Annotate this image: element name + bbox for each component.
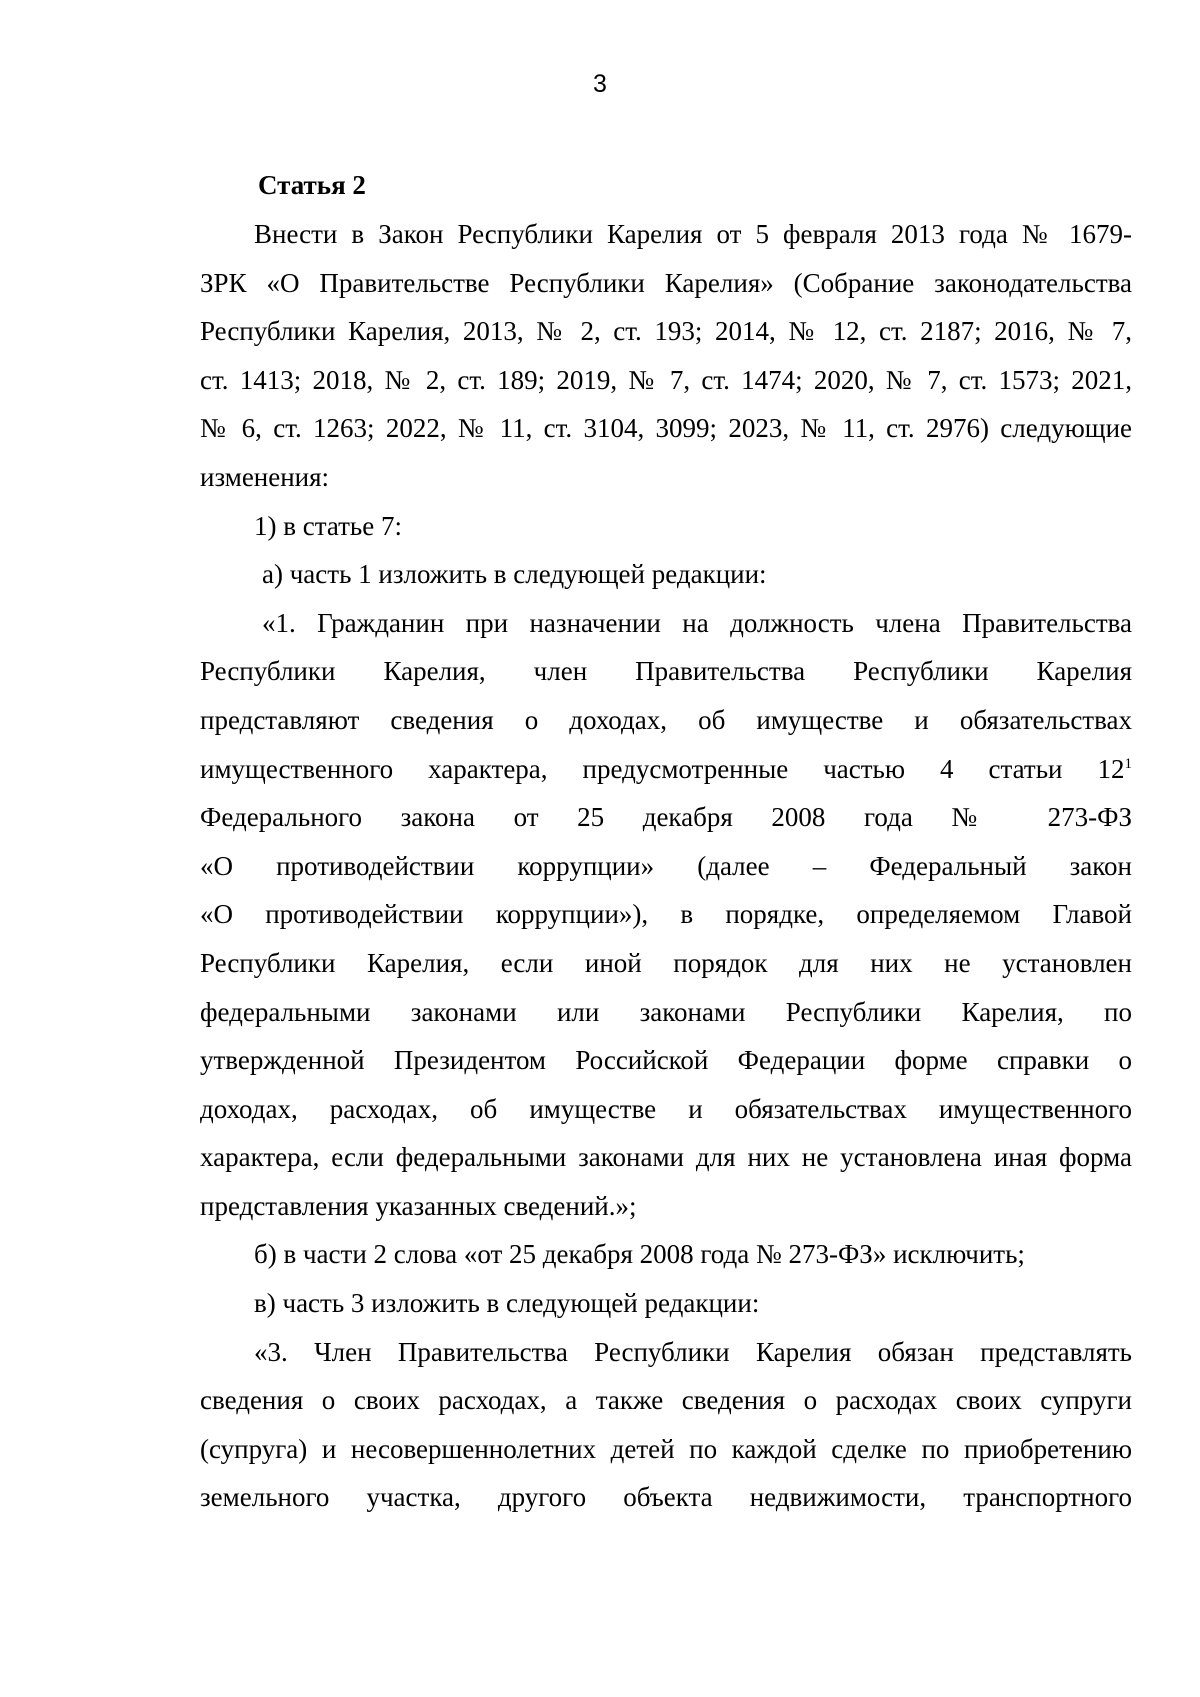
superscript: 1 bbox=[1124, 755, 1132, 772]
article-title: Статья 2 bbox=[258, 170, 366, 200]
page-number: 3 bbox=[593, 70, 607, 98]
quote-line: утвержденной Президентом Российской Федерации форме справки о bbox=[200, 1045, 1132, 1076]
quote-line: «3. Член Правительства Республики Карелия обязан представлять bbox=[254, 1336, 1132, 1367]
quote-line: федеральными законами или законами Республики Карелия, по bbox=[200, 996, 1132, 1027]
list-item: а) часть 1 изложить в следующей редакции: bbox=[262, 559, 767, 590]
paragraph-line: Внести в Закон Республики Карелия от 5 февраля 2013 года № 1679- bbox=[254, 219, 1132, 249]
quote-line: земельного участка, другого объекта недвижимости, транспортного bbox=[200, 1482, 1132, 1513]
paragraph-line: № 6, ст. 1263; 2022, № 11, ст. 3104, 3099; 2023, № 11, ст. 2976) следующие bbox=[200, 413, 1132, 444]
list-item: б) в части 2 слова «от 25 декабря 2008 года № 273-ФЗ» исключить; bbox=[254, 1239, 1025, 1270]
quote-line: (супруга) и несовершеннолетних детей по каждой сделке по приобретению bbox=[200, 1433, 1132, 1464]
quote-line bbox=[200, 745, 1132, 794]
quote-line: Республики Карелия, член Правительства Республики Карелия bbox=[200, 656, 1132, 687]
quote-line: «1. Гражданин при назначении на должность члена Правительства bbox=[262, 607, 1132, 638]
quote-line: доходах, расходах, об имуществе и обязательствах имущественного bbox=[200, 1093, 1132, 1124]
quote-line: представляют сведения о доходах, об имуществе и обязательствах bbox=[200, 704, 1132, 735]
paragraph-line: Республики Карелия, 2013, № 2, ст. 193; 2014, № 12, ст. 2187; 2016, № 7, bbox=[200, 316, 1132, 347]
quote-line: характера, если федеральными законами для них не установлена иная форма bbox=[200, 1142, 1132, 1173]
quote-line: «О противодействии коррупции»), в порядке, определяемом Главой bbox=[200, 899, 1132, 930]
quote-line-text: имущественного характера, предусмотренные частью 4 статьи 12 bbox=[200, 753, 1125, 784]
document-body bbox=[200, 160, 1132, 1522]
list-item: 1) в статье 7: bbox=[254, 510, 402, 541]
quote-line: Республики Карелия, если иной порядок для них не установлен bbox=[200, 947, 1132, 978]
quote-line: «О противодействии коррупции» (далее – Федеральный закон bbox=[200, 850, 1132, 881]
quote-line: Федерального закона от 25 декабря 2008 года № 273-ФЗ bbox=[200, 802, 1132, 833]
list-item: в) часть 3 изложить в следующей редакции: bbox=[254, 1288, 760, 1319]
paragraph-line: ст. 1413; 2018, № 2, ст. 189; 2019, № 7, ст. 1474; 2020, № 7, ст. 1573; 2021, bbox=[200, 364, 1132, 395]
quote-line: сведения о своих расходах, а также сведения о расходах своих супруги bbox=[200, 1385, 1132, 1416]
paragraph-line: изменения: bbox=[200, 461, 330, 492]
paragraph-line: ЗРК «О Правительстве Республики Карелия» (Собрание законодательства bbox=[200, 267, 1132, 298]
quote-line: представления указанных сведений.»; bbox=[200, 1190, 637, 1221]
